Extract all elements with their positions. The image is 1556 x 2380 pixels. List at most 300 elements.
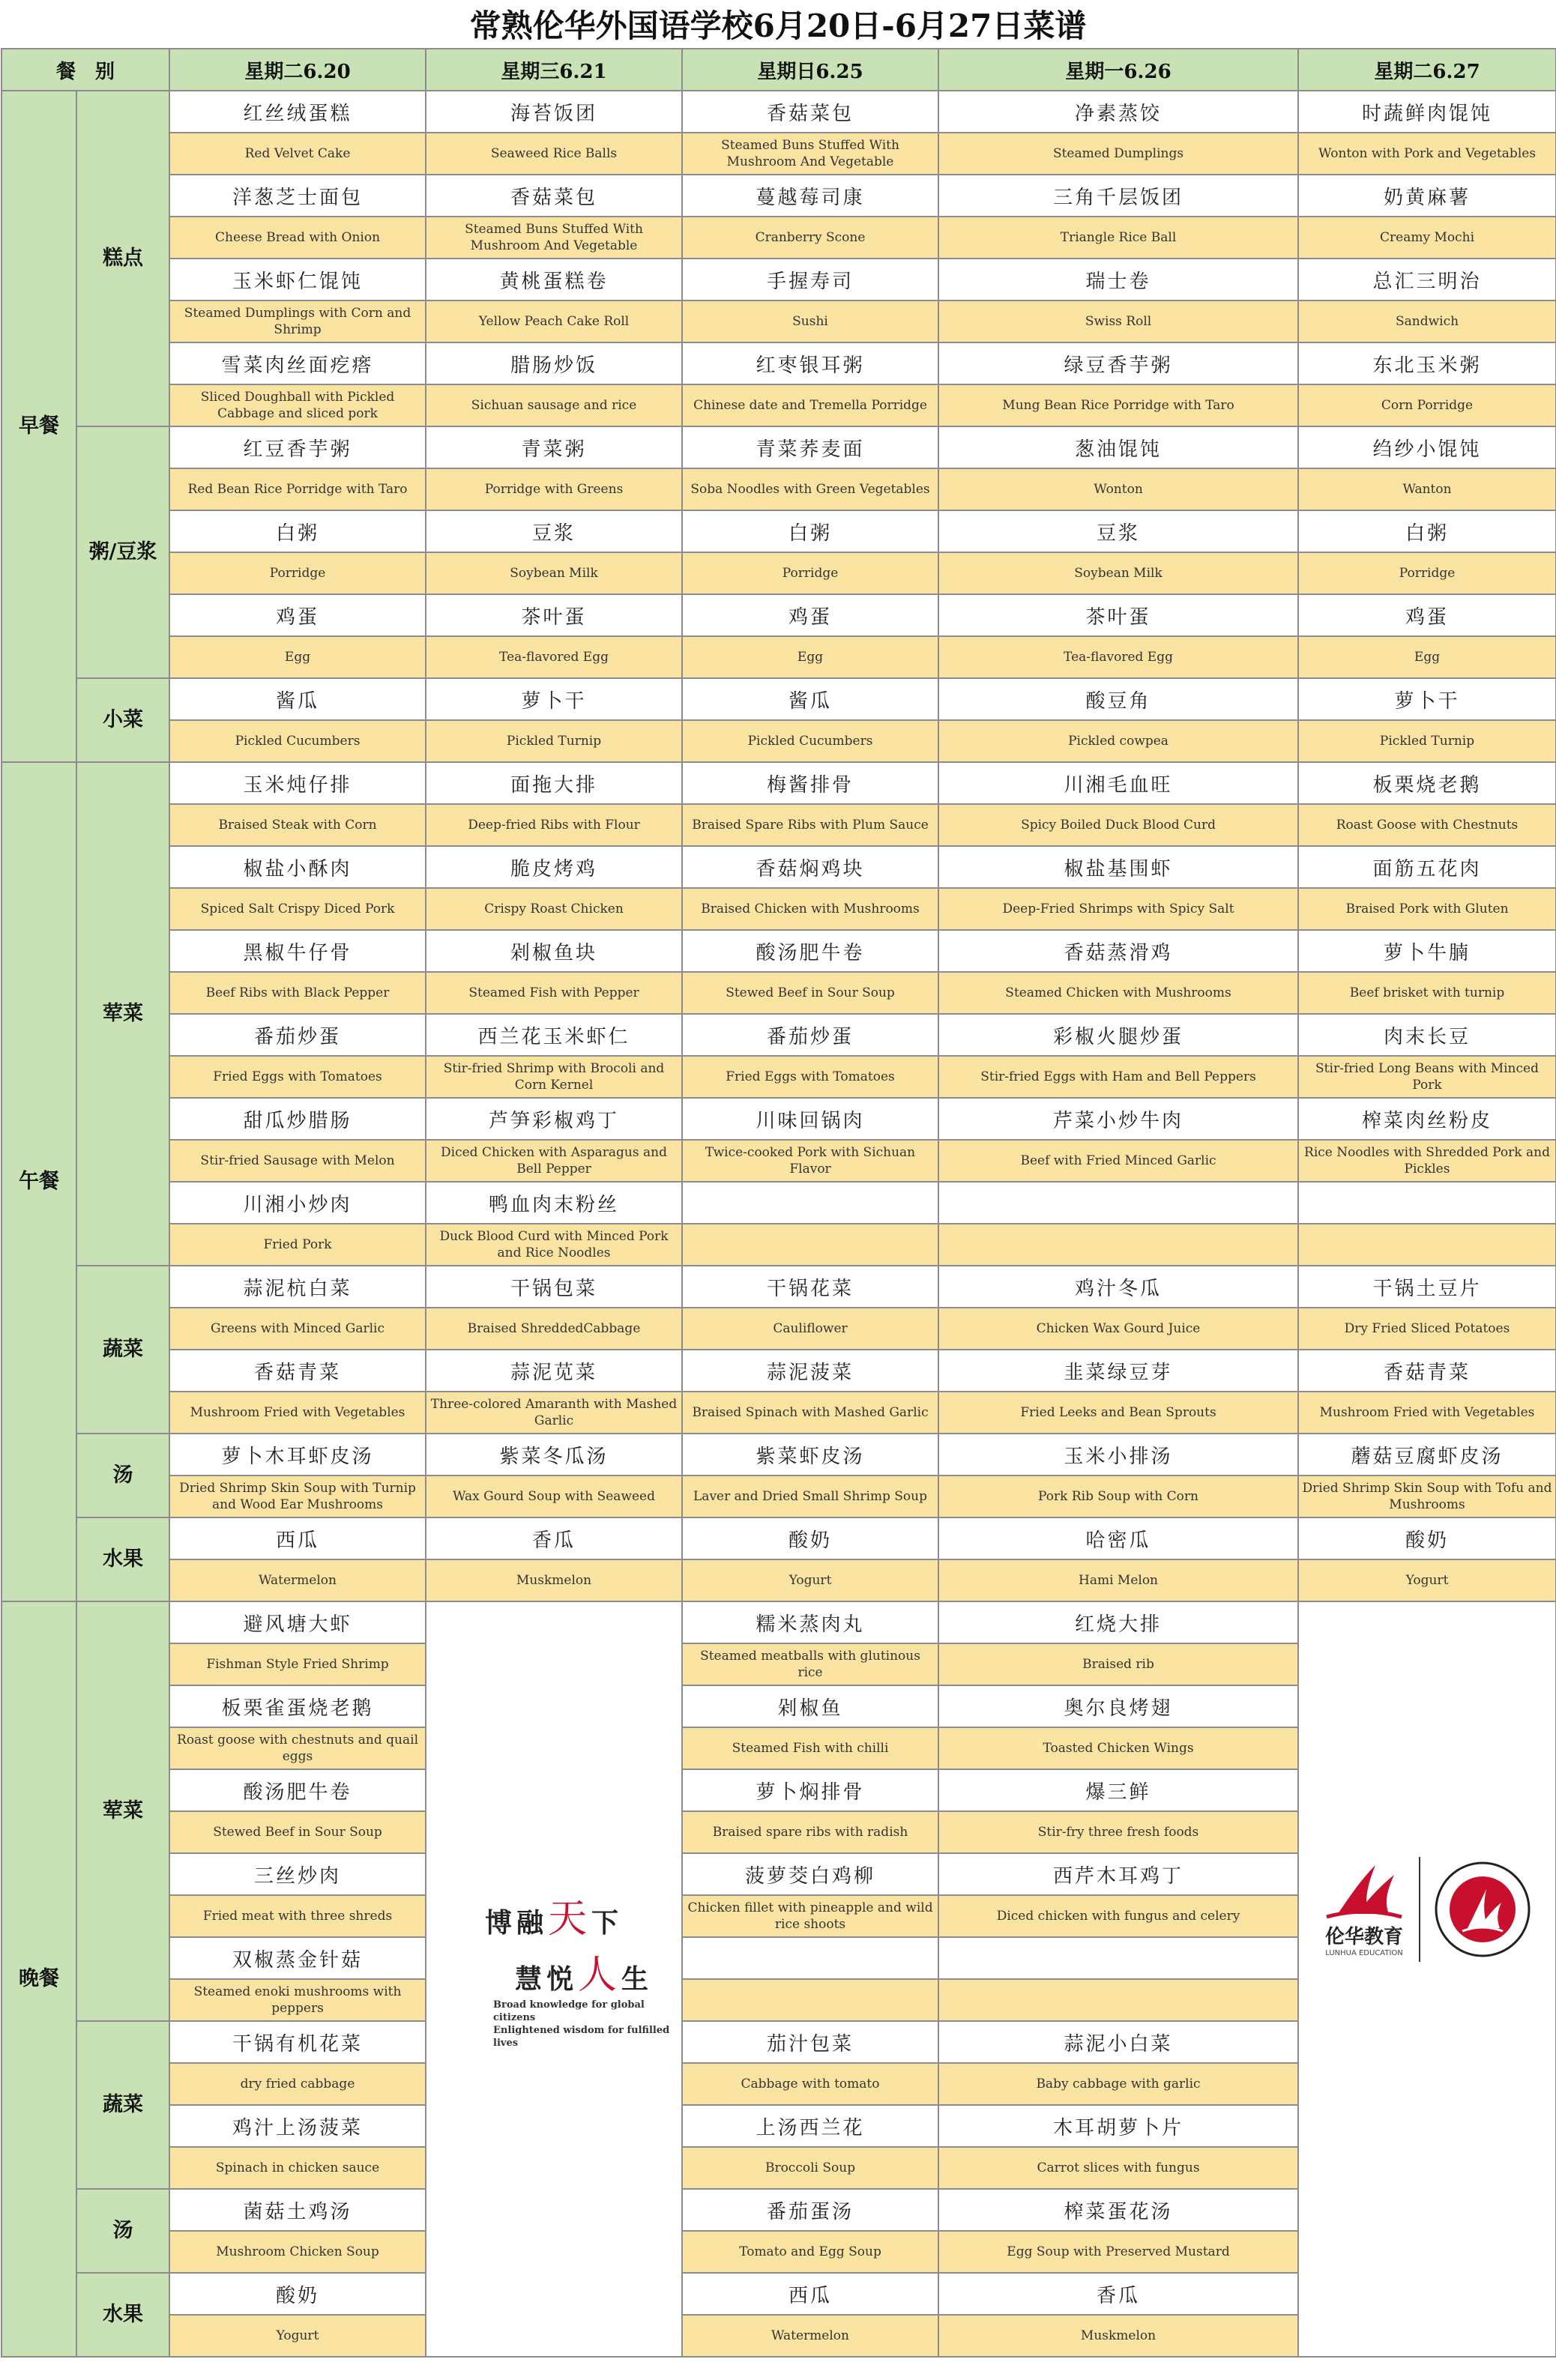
category-label: 荤菜 [76, 762, 169, 1266]
dish-row-english [1, 384, 1556, 426]
dish-name-english: Triangle Rice Ball [938, 217, 1298, 259]
dish-name-english: Steamed enoki mushrooms with peppers [169, 1979, 426, 2021]
dish-name-english: dry fried cabbage [169, 2063, 426, 2105]
dish-name-chinese: 西芹木耳鸡丁 [938, 1853, 1298, 1895]
dish-name-chinese: 面拖大排 [426, 762, 682, 804]
dish-name-english: Braised ShreddedCabbage [426, 1308, 682, 1350]
dish-row-english [1, 636, 1556, 678]
dish-name-chinese: 酸奶 [169, 2273, 426, 2315]
dish-name-english: Yogurt [169, 2315, 426, 2357]
dish-name-chinese: 腊肠炒饭 [426, 342, 682, 384]
motto-text: 下 [591, 1907, 624, 1939]
dish-name-english: Fried Eggs with Tomatoes [682, 1056, 938, 1098]
dish-name-chinese: 酸汤肥牛卷 [682, 930, 938, 972]
dish-name-english: Mushroom Fried with Vegetables [169, 1392, 426, 1434]
dish-name-chinese: 三丝炒肉 [169, 1853, 426, 1895]
dish-row-chinese [1, 1014, 1556, 1056]
dish-name-chinese: 酸奶 [682, 1517, 938, 1559]
dish-name-chinese: 紫菜虾皮汤 [682, 1434, 938, 1476]
dish-name-english: Yogurt [1298, 1559, 1556, 1601]
dish-name-english: Muskmelon [426, 1559, 682, 1601]
dish-name-english: Muskmelon [938, 2315, 1298, 2357]
dish-name-english: Porridge with Greens [426, 468, 682, 510]
dish-name-english: Stir-fried Sausage with Melon [169, 1140, 426, 1182]
lunhua-logo [1323, 1861, 1405, 1957]
dish-name-english: Duck Blood Curd with Minced Pork and Rice Noodles [426, 1224, 682, 1266]
dish-name-chinese: 香瓜 [938, 2273, 1298, 2315]
dish-name-chinese: 上汤西兰花 [682, 2105, 938, 2147]
dish-name-chinese: 萝卜干 [1298, 678, 1556, 720]
dish-name-english: Beef Ribs with Black Pepper [169, 972, 426, 1014]
dish-name-chinese: 青菜粥 [426, 426, 682, 468]
dish-name-english: Wax Gourd Soup with Seaweed [426, 1476, 682, 1517]
motto-calligraphy: 人 [578, 1953, 622, 1998]
dish-name-english: Deep-fried Ribs with Flour [426, 804, 682, 846]
dish-name-chinese: 剁椒鱼 [682, 1685, 938, 1727]
motto-text: 博融 [484, 1907, 548, 1939]
dish-name-chinese: 黄桃蛋糕卷 [426, 259, 682, 300]
dish-name-chinese: 酱瓜 [682, 678, 938, 720]
dish-name-chinese [1298, 1182, 1556, 1224]
dish-name-english: Deep-Fried Shrimps with Spicy Salt [938, 888, 1298, 930]
menu-table [1, 48, 1556, 2358]
dish-name-english: Porridge [169, 552, 426, 594]
dish-name-english: Steamed Dumplings [938, 133, 1298, 175]
dish-name-chinese: 东北玉米粥 [1298, 342, 1556, 384]
motto-cell [426, 1601, 682, 2357]
dish-row-chinese [1, 1434, 1556, 1476]
dish-name-english: Watermelon [682, 2315, 938, 2357]
dish-name-english: Carrot slices with fungus [938, 2147, 1298, 2189]
dish-row-english [1, 804, 1556, 846]
dish-name-english: Pickled Cucumbers [682, 720, 938, 762]
dish-name-chinese: 双椒蒸金针菇 [169, 1937, 426, 1979]
dish-name-english: Dried Shrimp Skin Soup with Tofu and Mushrooms [1298, 1476, 1556, 1517]
meal-label: 午餐 [1, 762, 76, 1601]
dish-name-chinese: 白粥 [1298, 510, 1556, 552]
dish-name-chinese: 黑椒牛仔骨 [169, 930, 426, 972]
dish-name-chinese: 酸奶 [1298, 1517, 1556, 1559]
dish-name-english [682, 1224, 938, 1266]
dish-name-english: Spicy Boiled Duck Blood Curd [938, 804, 1298, 846]
dish-name-english: Corn Porridge [1298, 384, 1556, 426]
category-label: 汤 [76, 2189, 169, 2273]
dish-name-chinese: 萝卜牛腩 [1298, 930, 1556, 972]
dish-row-english [1, 468, 1556, 510]
dish-name-english: Sichuan sausage and rice [426, 384, 682, 426]
dish-name-english: Pickled Turnip [426, 720, 682, 762]
dish-row-english [1, 1308, 1556, 1350]
day-header: 星期二6.27 [1298, 49, 1556, 91]
dish-name-chinese: 川湘毛血旺 [938, 762, 1298, 804]
dish-name-chinese: 绿豆香芋粥 [938, 342, 1298, 384]
dish-name-chinese: 番茄蛋汤 [682, 2189, 938, 2231]
day-header: 星期日6.25 [682, 49, 938, 91]
dish-name-english: Braised Pork with Gluten [1298, 888, 1556, 930]
dish-name-english: Tea-flavored Egg [426, 636, 682, 678]
dish-row-chinese [1, 1182, 1556, 1224]
dish-name-chinese: 玉米虾仁馄饨 [169, 259, 426, 300]
dish-name-english: Rice Noodles with Shredded Pork and Pickles [1298, 1140, 1556, 1182]
dish-name-chinese: 茄汁包菜 [682, 2021, 938, 2063]
dish-row-english [1, 300, 1556, 342]
dish-name-chinese: 总汇三明治 [1298, 259, 1556, 300]
dish-name-chinese: 手握寿司 [682, 259, 938, 300]
dish-row-english [1, 552, 1556, 594]
dish-name-english: Laver and Dried Small Shrimp Soup [682, 1476, 938, 1517]
school-seal-icon [1434, 1861, 1531, 1958]
dish-name-chinese: 红烧大排 [938, 1601, 1298, 1643]
dish-name-chinese: 芦笋彩椒鸡丁 [426, 1098, 682, 1140]
dish-name-english: Stewed Beef in Sour Soup [169, 1811, 426, 1853]
category-label: 汤 [76, 1434, 169, 1517]
dish-name-english: Steamed meatballs with glutinous rice [682, 1643, 938, 1685]
category-label: 水果 [76, 1517, 169, 1601]
dish-name-english: Sliced Doughball with Pickled Cabbage and sliced pork [169, 384, 426, 426]
dish-name-chinese: 番茄炒蛋 [169, 1014, 426, 1056]
dish-name-chinese: 香菇菜包 [682, 91, 938, 133]
day-header: 星期三6.21 [426, 49, 682, 91]
dish-name-chinese: 蒜泥杭白菜 [169, 1266, 426, 1308]
dish-name-english: Spinach in chicken sauce [169, 2147, 426, 2189]
page-title: 常熟伦华外国语学校6月20日-6月27日菜谱 [469, 7, 1087, 44]
category-label: 蔬菜 [76, 1266, 169, 1434]
dish-name-chinese: 脆皮烤鸡 [426, 846, 682, 888]
dish-name-english: Stir-fried Eggs with Ham and Bell Peppers [938, 1056, 1298, 1098]
meal-column-header: 餐 别 [1, 49, 169, 91]
dish-name-chinese: 时蔬鲜肉馄饨 [1298, 91, 1556, 133]
dish-name-chinese: 剁椒鱼块 [426, 930, 682, 972]
dish-name-english: Cheese Bread with Onion [169, 217, 426, 259]
dish-name-english: Fried Pork [169, 1224, 426, 1266]
dish-name-chinese: 菠萝茭白鸡柳 [682, 1853, 938, 1895]
dish-name-chinese: 香瓜 [426, 1517, 682, 1559]
dish-name-chinese: 豆浆 [426, 510, 682, 552]
dish-name-chinese: 韭菜绿豆芽 [938, 1350, 1298, 1392]
motto-text: 生 [621, 1963, 654, 1995]
dish-name-chinese: 木耳胡萝卜片 [938, 2105, 1298, 2147]
dish-name-chinese: 茶叶蛋 [938, 594, 1298, 636]
dish-name-chinese: 红枣银耳粥 [682, 342, 938, 384]
dish-name-english [938, 1979, 1298, 2021]
dish-name-english: Pickled cowpea [938, 720, 1298, 762]
dish-name-english: Tea-flavored Egg [938, 636, 1298, 678]
dish-name-chinese: 绉纱小馄饨 [1298, 426, 1556, 468]
dish-name-english: Fishman Style Fried Shrimp [169, 1643, 426, 1685]
dish-name-chinese: 干锅花菜 [682, 1266, 938, 1308]
dish-name-english: Diced Chicken with Asparagus and Bell Pepper [426, 1140, 682, 1182]
category-label: 粥/豆浆 [76, 426, 169, 678]
dish-name-english: Toasted Chicken Wings [938, 1727, 1298, 1769]
logo-divider [1419, 1857, 1420, 1962]
dish-name-chinese: 洋葱芝士面包 [169, 175, 426, 217]
category-label: 糕点 [76, 91, 169, 426]
dish-name-english: Porridge [682, 552, 938, 594]
dish-name-chinese: 椒盐基围虾 [938, 846, 1298, 888]
logo-chinese-name: 伦华教育 [1325, 1926, 1404, 1948]
dish-row-chinese [1, 342, 1556, 384]
dish-name-chinese: 紫菜冬瓜汤 [426, 1434, 682, 1476]
dish-name-english: Egg Soup with Preserved Mustard [938, 2231, 1298, 2273]
dish-name-english: Soybean Milk [426, 552, 682, 594]
dish-name-english: Chicken Wax Gourd Juice [938, 1308, 1298, 1350]
dish-name-chinese: 香菇青菜 [169, 1350, 426, 1392]
dish-name-chinese: 净素蒸饺 [938, 91, 1298, 133]
dish-name-chinese: 奶黄麻薯 [1298, 175, 1556, 217]
dish-name-english: Pork Rib Soup with Corn [938, 1476, 1298, 1517]
dish-name-english: Cranberry Scone [682, 217, 938, 259]
dish-name-english [1298, 1224, 1556, 1266]
dish-name-chinese: 芹菜小炒牛肉 [938, 1098, 1298, 1140]
dish-name-chinese: 青菜荞麦面 [682, 426, 938, 468]
dish-name-english: Braised rib [938, 1643, 1298, 1685]
dish-name-chinese: 川湘小炒肉 [169, 1182, 426, 1224]
dish-row-chinese [1, 175, 1556, 217]
dish-name-english: Sushi [682, 300, 938, 342]
dish-name-english: Braised Spinach with Mashed Garlic [682, 1392, 938, 1434]
dish-name-english: Pickled Turnip [1298, 720, 1556, 762]
dish-name-english: Cauliflower [682, 1308, 938, 1350]
dish-name-english: Stir-fried Shrimp with Brocoli and Corn Kernel [426, 1056, 682, 1098]
dish-name-english: Swiss Roll [938, 300, 1298, 342]
dish-name-chinese: 白粥 [169, 510, 426, 552]
dish-name-chinese: 玉米炖仔排 [169, 762, 426, 804]
motto-english: Enlightened wisdom for fulfilled lives [493, 2024, 670, 2049]
dish-name-english: Wonton [938, 468, 1298, 510]
dish-name-english: Stir-fried Long Beans with Minced Pork [1298, 1056, 1556, 1098]
dish-row-chinese [1, 259, 1556, 300]
dish-row-english [1, 217, 1556, 259]
dish-row-chinese [1, 1266, 1556, 1308]
dish-name-english: Steamed Fish with Pepper [426, 972, 682, 1014]
dish-name-english: Broccoli Soup [682, 2147, 938, 2189]
dish-name-english: Chinese date and Tremella Porridge [682, 384, 938, 426]
dish-name-english: Fried Eggs with Tomatoes [169, 1056, 426, 1098]
category-label: 荤菜 [76, 1601, 169, 2021]
dish-name-chinese: 瑞士卷 [938, 259, 1298, 300]
dish-row-english [1, 888, 1556, 930]
dish-name-english: Egg [682, 636, 938, 678]
dish-row-english [1, 972, 1556, 1014]
dish-name-chinese: 香菇菜包 [426, 175, 682, 217]
dish-row-chinese [1, 678, 1556, 720]
dish-name-chinese: 豆浆 [938, 510, 1298, 552]
dish-name-english: Egg [169, 636, 426, 678]
dish-name-chinese: 雪菜肉丝面疙瘩 [169, 342, 426, 384]
dish-name-chinese [682, 1182, 938, 1224]
dish-name-chinese: 三角千层饭团 [938, 175, 1298, 217]
logo-cell [1298, 1601, 1556, 2357]
dish-name-chinese: 避风塘大虾 [169, 1601, 426, 1643]
dish-row-chinese [1, 426, 1556, 468]
day-header: 星期一6.26 [938, 49, 1298, 91]
dish-name-english: Red Velvet Cake [169, 133, 426, 175]
dish-name-chinese: 哈密瓜 [938, 1517, 1298, 1559]
dish-name-chinese: 榨菜肉丝粉皮 [1298, 1098, 1556, 1140]
dish-name-english: Roast Goose with Chestnuts [1298, 804, 1556, 846]
dish-name-english: Diced chicken with fungus and celery [938, 1895, 1298, 1937]
meal-label: 晚餐 [1, 1601, 76, 2357]
dish-name-chinese: 干锅包菜 [426, 1266, 682, 1308]
category-label: 水果 [76, 2273, 169, 2357]
dish-name-chinese: 面筋五花肉 [1298, 846, 1556, 888]
dish-name-english: Steamed Buns Stuffed With Mushroom And Vegetable [426, 217, 682, 259]
dish-name-english: Roast goose with chestnuts and quail eggs [169, 1727, 426, 1769]
dish-row-chinese [1, 594, 1556, 636]
dish-name-chinese: 红丝绒蛋糕 [169, 91, 426, 133]
dish-name-english: Three-colored Amaranth with Mashed Garlic [426, 1392, 682, 1434]
dish-name-english: Red Bean Rice Porridge with Taro [169, 468, 426, 510]
dish-name-english: Soba Noodles with Green Vegetables [682, 468, 938, 510]
dish-name-chinese: 菌菇土鸡汤 [169, 2189, 426, 2231]
dish-name-english: Beef with Fried Minced Garlic [938, 1140, 1298, 1182]
dish-name-chinese: 萝卜焖排骨 [682, 1769, 938, 1811]
dish-row-english [1, 1224, 1556, 1266]
dish-row-chinese [1, 930, 1556, 972]
school-motto [429, 1602, 678, 2050]
dish-row-chinese [1, 1601, 1556, 1643]
meal-label: 早餐 [1, 91, 76, 762]
dish-row-english [1, 1559, 1556, 1601]
dish-name-chinese: 蘑菇豆腐虾皮汤 [1298, 1434, 1556, 1476]
dish-name-chinese: 白粥 [682, 510, 938, 552]
dish-name-chinese: 玉米小排汤 [938, 1434, 1298, 1476]
dish-row-english [1, 133, 1556, 175]
dish-name-chinese: 彩椒火腿炒蛋 [938, 1014, 1298, 1056]
dish-name-english: Yogurt [682, 1559, 938, 1601]
dish-name-english: Yellow Peach Cake Roll [426, 300, 682, 342]
dish-name-english [938, 1224, 1298, 1266]
dish-name-english: Wonton with Pork and Vegetables [1298, 133, 1556, 175]
dish-name-english: Twice-cooked Pork with Sichuan Flavor [682, 1140, 938, 1182]
dish-name-chinese: 酸汤肥牛卷 [169, 1769, 426, 1811]
dish-name-english: Chicken fillet with pineapple and wild rice shoots [682, 1895, 938, 1937]
dish-row-chinese [1, 846, 1556, 888]
dish-name-english: Braised spare ribs with radish [682, 1811, 938, 1853]
dish-name-english: Dried Shrimp Skin Soup with Turnip and Wood Ear Mushrooms [169, 1476, 426, 1517]
dish-name-chinese: 酸豆角 [938, 678, 1298, 720]
dish-row-english [1, 1392, 1556, 1434]
dish-name-chinese: 西瓜 [169, 1517, 426, 1559]
motto-text: 慧悦 [514, 1963, 578, 1995]
dish-name-chinese: 茶叶蛋 [426, 594, 682, 636]
dish-name-chinese: 香菇青菜 [1298, 1350, 1556, 1392]
dish-name-english: Hami Melon [938, 1559, 1298, 1601]
dish-row-chinese [1, 1517, 1556, 1559]
dish-name-english [682, 1979, 938, 2021]
dish-name-chinese: 葱油馄饨 [938, 426, 1298, 468]
dish-name-chinese: 萝卜木耳虾皮汤 [169, 1434, 426, 1476]
dish-name-chinese: 酱瓜 [169, 678, 426, 720]
dish-name-english: Mushroom Fried with Vegetables [1298, 1392, 1556, 1434]
dish-name-chinese: 梅酱排骨 [682, 762, 938, 804]
dish-name-chinese: 蒜泥小白菜 [938, 2021, 1298, 2063]
dish-name-chinese: 鸡蛋 [682, 594, 938, 636]
dish-name-english: Stir-fry three fresh foods [938, 1811, 1298, 1853]
dish-name-english: Watermelon [169, 1559, 426, 1601]
dish-name-english: Braised Steak with Corn [169, 804, 426, 846]
dish-name-chinese: 椒盐小酥肉 [169, 846, 426, 888]
motto-english: Broad knowledge for global citizens [493, 1999, 645, 2023]
dish-name-english: Tomato and Egg Soup [682, 2231, 938, 2273]
dish-name-chinese: 奥尔良烤翅 [938, 1685, 1298, 1727]
dish-name-chinese: 鸡蛋 [169, 594, 426, 636]
school-logos [1302, 1602, 1552, 1962]
dish-name-english: Spiced Salt Crispy Diced Pork [169, 888, 426, 930]
dish-name-chinese: 香菇焖鸡块 [682, 846, 938, 888]
dish-name-chinese: 西瓜 [682, 2273, 938, 2315]
dish-name-english: Stewed Beef in Sour Soup [682, 972, 938, 1014]
dish-row-chinese [1, 510, 1556, 552]
dish-name-english: Soybean Milk [938, 552, 1298, 594]
dish-name-english: Baby cabbage with garlic [938, 2063, 1298, 2105]
dish-name-english: Steamed Fish with chilli [682, 1727, 938, 1769]
dish-name-chinese: 板栗烧老鹅 [1298, 762, 1556, 804]
dish-name-chinese: 蒜泥菠菜 [682, 1350, 938, 1392]
dish-name-chinese: 干锅有机花菜 [169, 2021, 426, 2063]
dish-row-chinese [1, 91, 1556, 133]
dish-row-chinese [1, 1098, 1556, 1140]
dish-name-english: Mung Bean Rice Porridge with Taro [938, 384, 1298, 426]
dish-name-chinese [682, 1937, 938, 1979]
category-label: 蔬菜 [76, 2021, 169, 2189]
dish-name-chinese: 海苔饭团 [426, 91, 682, 133]
dish-name-chinese: 蔓越莓司康 [682, 175, 938, 217]
dish-name-english: Dry Fried Sliced Potatoes [1298, 1308, 1556, 1350]
dish-name-chinese [938, 1937, 1298, 1979]
dish-name-english: Beef brisket with turnip [1298, 972, 1556, 1014]
dish-name-english: Braised Chicken with Mushrooms [682, 888, 938, 930]
header-row [1, 49, 1556, 91]
dish-row-english [1, 1476, 1556, 1517]
dish-name-english: Greens with Minced Garlic [169, 1308, 426, 1350]
dish-name-english: Mushroom Chicken Soup [169, 2231, 426, 2273]
dish-name-chinese: 肉末长豆 [1298, 1014, 1556, 1056]
dish-name-chinese: 鸡汁冬瓜 [938, 1266, 1298, 1308]
dish-name-chinese: 香菇蒸滑鸡 [938, 930, 1298, 972]
dish-name-english: Seaweed Rice Balls [426, 133, 682, 175]
dish-name-english: Pickled Cucumbers [169, 720, 426, 762]
dish-name-english: Sandwich [1298, 300, 1556, 342]
dish-row-english [1, 1140, 1556, 1182]
dish-name-english: Fried Leeks and Bean Sprouts [938, 1392, 1298, 1434]
sail-logo-icon [1323, 1861, 1405, 1921]
logo-english-name: LUNHUA EDUCATION [1325, 1949, 1403, 1957]
dish-name-chinese: 糯米蒸肉丸 [682, 1601, 938, 1643]
dish-row-chinese [1, 1350, 1556, 1392]
dish-name-english: Creamy Mochi [1298, 217, 1556, 259]
dish-name-chinese: 红豆香芋粥 [169, 426, 426, 468]
dish-name-english: Crispy Roast Chicken [426, 888, 682, 930]
dish-name-english: Steamed Dumplings with Corn and Shrimp [169, 300, 426, 342]
dish-name-english: Steamed Buns Stuffed With Mushroom And Vegetable [682, 133, 938, 175]
dish-name-english: Wanton [1298, 468, 1556, 510]
dish-name-chinese: 鸡蛋 [1298, 594, 1556, 636]
dish-name-chinese: 蒜泥苋菜 [426, 1350, 682, 1392]
dish-name-english: Porridge [1298, 552, 1556, 594]
dish-name-chinese: 干锅土豆片 [1298, 1266, 1556, 1308]
dish-name-chinese [938, 1182, 1298, 1224]
dish-name-english: Cabbage with tomato [682, 2063, 938, 2105]
category-label: 小菜 [76, 678, 169, 762]
dish-row-english [1, 720, 1556, 762]
dish-name-chinese: 川味回锅肉 [682, 1098, 938, 1140]
dish-name-chinese: 爆三鲜 [938, 1769, 1298, 1811]
dish-row-english [1, 1056, 1556, 1098]
motto-calligraphy: 天 [548, 1897, 592, 1942]
dish-name-chinese: 萝卜干 [426, 678, 682, 720]
dish-name-english: Egg [1298, 636, 1556, 678]
